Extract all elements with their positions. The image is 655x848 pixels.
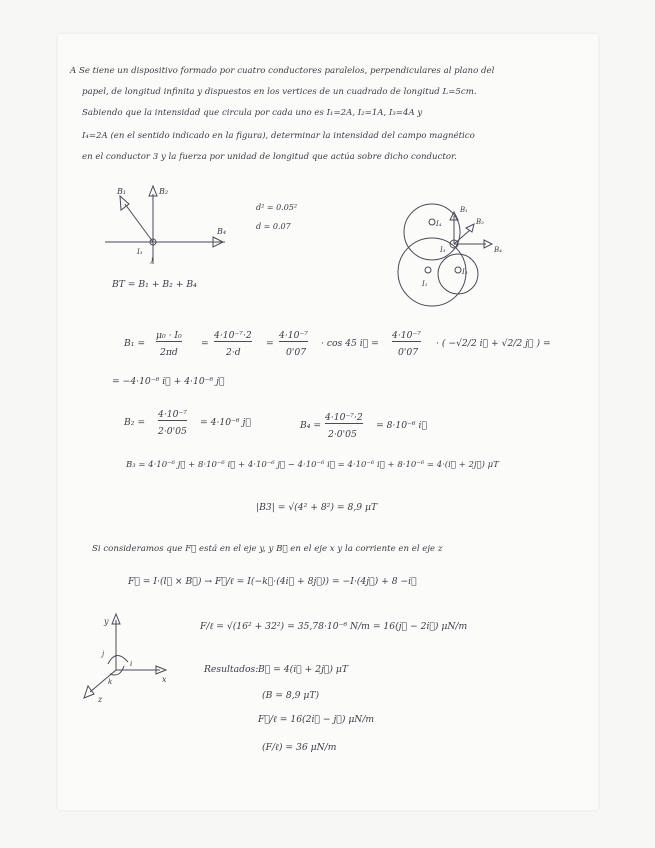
b2-label: B₂: [159, 187, 169, 196]
b1-label: B₁: [117, 187, 127, 196]
b1-right-label: B₁: [460, 206, 468, 214]
problem-line-2: papel, de longitud infinita y dispuestos en los vertices de un cuadrado de longitud L=5cm.: [82, 87, 477, 97]
unit-i-label: i: [130, 660, 133, 668]
d-squared-note: d² = 0.05²: [256, 203, 298, 212]
field-vector-diagram: [105, 182, 245, 272]
b4-fraction-num: 4·10⁻⁷·2: [325, 412, 363, 423]
total-field-sum: BT = B₁ + B₂ + B₄: [112, 279, 197, 290]
b1-label: B₁ =: [124, 338, 146, 349]
force-magnitude: F/ℓ = √(16² + 32²) = 35,78·10⁻⁶ N/m = 16(j⃗ − 2i⃗) μN/m: [200, 621, 468, 632]
results-label: Resultados:: [204, 664, 259, 675]
consider-statement: Si consideramos que F⃗ está en el eje y, y B⃗ en el eje x y la corriente en el eje z: [92, 544, 443, 554]
axis-z-label: z: [98, 695, 103, 704]
force-equation: F⃗ = I·(l⃗ × B⃗) → F⃗/ℓ = I(−k⃗·(4i⃗ + 8j⃗)) = −I·(4j⃗) + 8 −i⃗: [128, 576, 417, 587]
unit-j-label: j: [102, 650, 105, 658]
problem-line-3: Sabiendo que la intensidad que circula por cada uno es I₁=2A, I₂=1A, I₃=4A y: [82, 108, 423, 118]
b1-cos-term: · cos 45 i⃗ =: [321, 338, 379, 349]
result-b-magnitude: (B = 8,9 μT): [262, 690, 320, 701]
d-note: d = 0.07: [256, 222, 291, 231]
b4-label: B₄ =: [300, 420, 322, 431]
problem-line-4: I₄=2A (en el sentido indicado en la figura), determinar la intensidad del campo magnético: [82, 131, 475, 141]
i2-circle-label: I₂: [462, 268, 468, 276]
j-tick-label: j: [151, 256, 154, 264]
result-f-magnitude: (F/ℓ) = 36 μN/m: [262, 742, 337, 753]
b2-label: B₂ =: [124, 417, 146, 428]
b1-result: = −4·10⁻⁶ i⃗ + 4·10⁻⁶ j⃗: [112, 376, 225, 387]
b1-equals-1: =: [201, 338, 209, 349]
unit-k-label: k: [108, 678, 113, 686]
b2-result: = 4·10⁻⁶ j⃗: [200, 417, 251, 428]
b1-fraction-den: 2πd: [160, 347, 178, 358]
i4-circle-label: I₄: [436, 220, 442, 228]
b3-sum-line: B₃ = 4·10⁻⁶ j⃗ + 8·10⁻⁶ i⃗ + 4·10⁻⁶ j⃗ − 4·10⁻⁶ i⃗ = 4·10⁻⁶ i⃗ + 8·10⁻⁶ = 4·(i⃗ + 2j⃗) μT: [126, 460, 499, 470]
problem-line-5: en el conductor 3 y la fuerza por unidad de longitud que actúa sobre dicho conductor.: [82, 152, 457, 162]
i3-circle-label: I₃: [440, 246, 446, 254]
problem-line-1: A Se tiene un dispositivo formado por cuatro conductores paralelos, perpendiculares al plano del: [70, 66, 495, 76]
b1-fraction4-num: 4·10⁻⁷: [392, 330, 421, 341]
b4-right-label: B₄: [494, 246, 502, 254]
b4-result: = 8·10⁻⁶ i⃗: [376, 420, 427, 431]
b1-fraction-num: μ₀ · I₀: [156, 330, 182, 341]
b2-fraction-den: 2·0'05: [158, 426, 187, 437]
axes-sketch: [80, 612, 170, 702]
b1-fraction2-num: 4·10⁻⁷·2: [214, 330, 252, 341]
result-f-vector: F⃗/ℓ = 16(2i⃗ − j⃗) μN/m: [258, 714, 375, 725]
b4-fraction-den: 2·0'05: [328, 429, 357, 440]
b2-right-label: B₂: [476, 218, 484, 226]
axis-x-label: x: [162, 675, 167, 684]
b1-fraction4-den: 0'07: [398, 347, 419, 358]
i1-circle-label: I₁: [422, 280, 428, 288]
b1-fraction3-num: 4·10⁻⁷: [279, 330, 308, 341]
result-b-vector: B⃗ = 4(i⃗ + 2j⃗) μT: [258, 664, 349, 675]
conductor-field-lines-diagram: [388, 192, 528, 312]
b4-label: B₄: [217, 227, 227, 236]
i3-label: I₃: [137, 248, 143, 256]
b1-fraction3-den: 0'07: [286, 347, 307, 358]
b2-fraction-num: 4·10⁻⁷: [158, 409, 187, 420]
b1-vector-term: · ( −√2/2 i⃗ + √2/2 j⃗ ) =: [436, 338, 551, 349]
axis-y-label: y: [104, 617, 109, 626]
b3-magnitude: |B3| = √(4² + 8²) = 8,9 μT: [256, 502, 378, 513]
b1-equals-2: =: [266, 338, 274, 349]
b1-fraction2-den: 2·d: [226, 347, 241, 358]
